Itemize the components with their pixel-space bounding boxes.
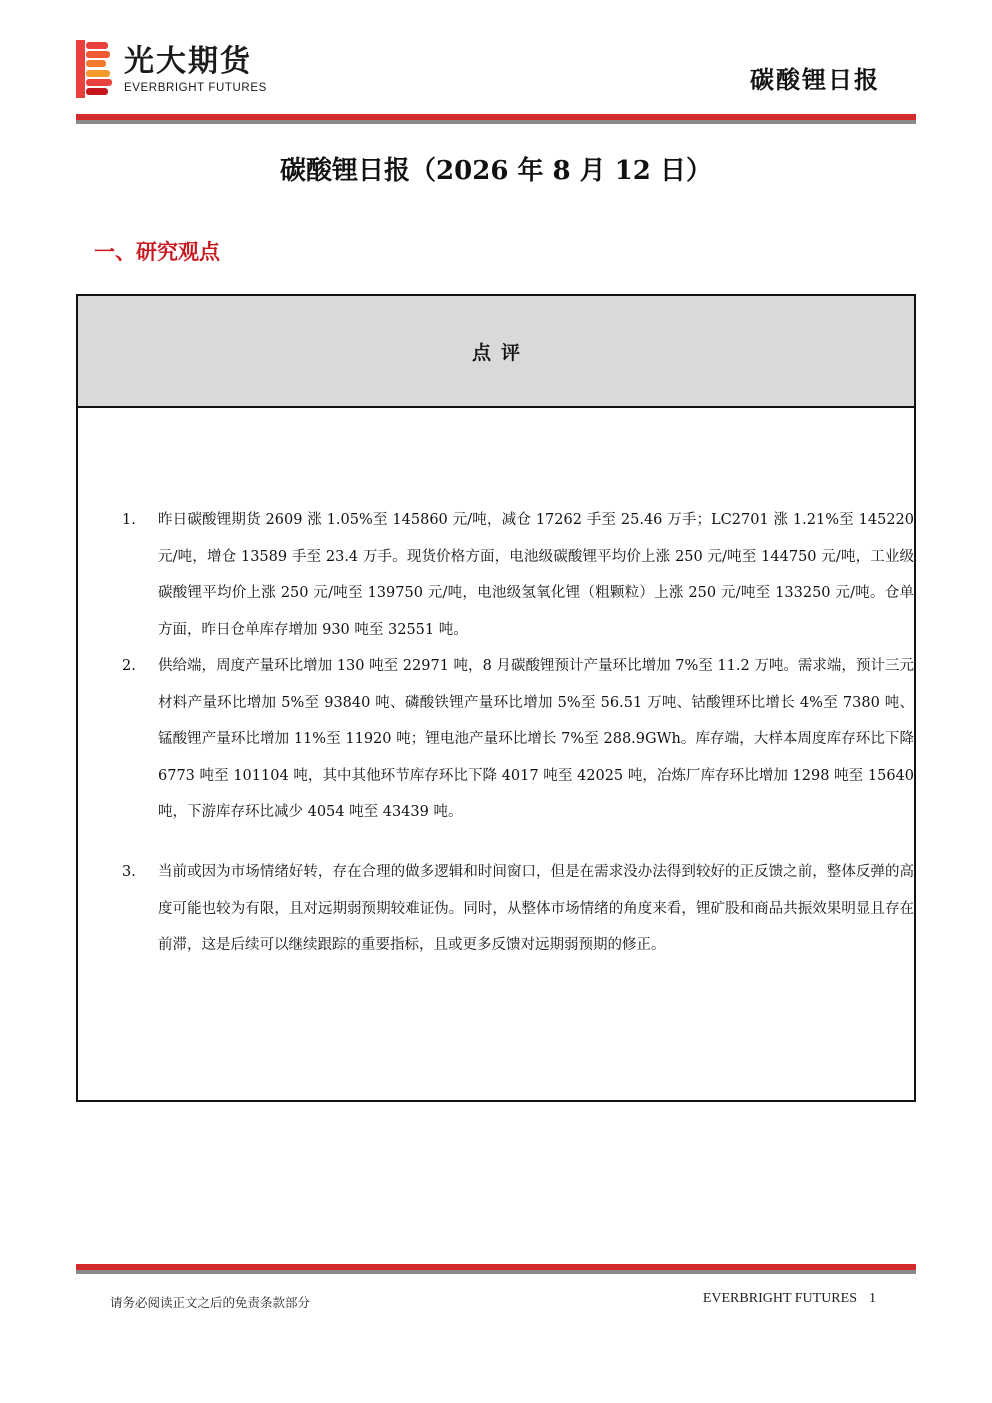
header-divider [76,114,916,124]
commentary-box [76,294,916,1102]
footer-divider [76,1264,916,1274]
company-logo [76,40,316,104]
logo-company-name: 光大期货 [124,44,252,79]
page-title: 碳酸锂日报（2026 年 8 月 12 日） [280,156,712,186]
logo-mark-icon [76,40,112,98]
list-item-number: 1. [122,512,136,528]
commentary-header-label: 点评 [471,341,530,364]
footer-brand: EVERBRIGHT FUTURES [702,1291,857,1306]
disclaimer-note: 请务必阅读正文之后的免责条款部分 [110,1295,311,1310]
list-item-number: 3. [122,864,136,880]
list-item-text: 当前或因为市场情绪好转，存在合理的做多逻辑和时间窗口，但是在需求没办法得到较好的正反馈之前，整体反弹的高度可能也较为有限，且对远期弱预期较难证伪。同时，从整体市场情绪的角度来看，锂矿股和商品共振效果明显且存在前滞，这是后续可以继续跟踪的重要指标，且或更多反馈对远期弱预期的修正。 [158,864,914,953]
section-heading: 一、研究观点 [94,240,220,264]
logo-english-name: EVERBRIGHT FUTURES [124,82,267,94]
list-item-text: 供给端，周度产量环比增加 130 吨至 22971 吨，8 月碳酸锂预计产量环比增加 7%至 11.2 万吨。需求端，预计三元材料产量环比增加 5%至 93840 吨、磷酸铁锂产量环比增加 5%至 56.51 万吨、钴酸锂环比增长 4%至 7380 吨、锰酸锂产量环比增加 11%至 11920 吨；锂电池产量环比增长 7%至 288.9GWh。库存端，大样本周度库存环比下降 6773 吨至 101104 吨，其中其他环节库存环比下降 4017 吨至 42025 吨，冶炼厂库存环比增加 1298 吨至 15640 吨，下游库存环比减少 4054 吨至 43439 吨。 [158,658,914,820]
report-type-title: 碳酸锂日报 [750,66,880,94]
list-item-number: 2. [122,658,136,674]
footer-brand-page [703,1291,876,1307]
commentary-box-header [78,296,914,408]
list-item-text: 昨日碳酸锂期货 2609 涨 1.05%至 145860 元/吨，减仓 17262 手至 25.46 万手；LC2701 涨 1.21%至 145220 元/吨，增仓 13589 手至 23.4 万手。现货价格方面，电池级碳酸锂平均价上涨 250 元/吨至 144750 元/吨，工业级碳酸锂平均价上涨 250 元/吨至 139750 元/吨，电池级氢氧化锂（粗颗粒）上涨 250 元/吨至 133250 元/吨。仓单方面，昨日仓单库存增加 930 吨至 32551 吨。 [158,512,914,638]
page-number: 1 [869,1291,876,1306]
